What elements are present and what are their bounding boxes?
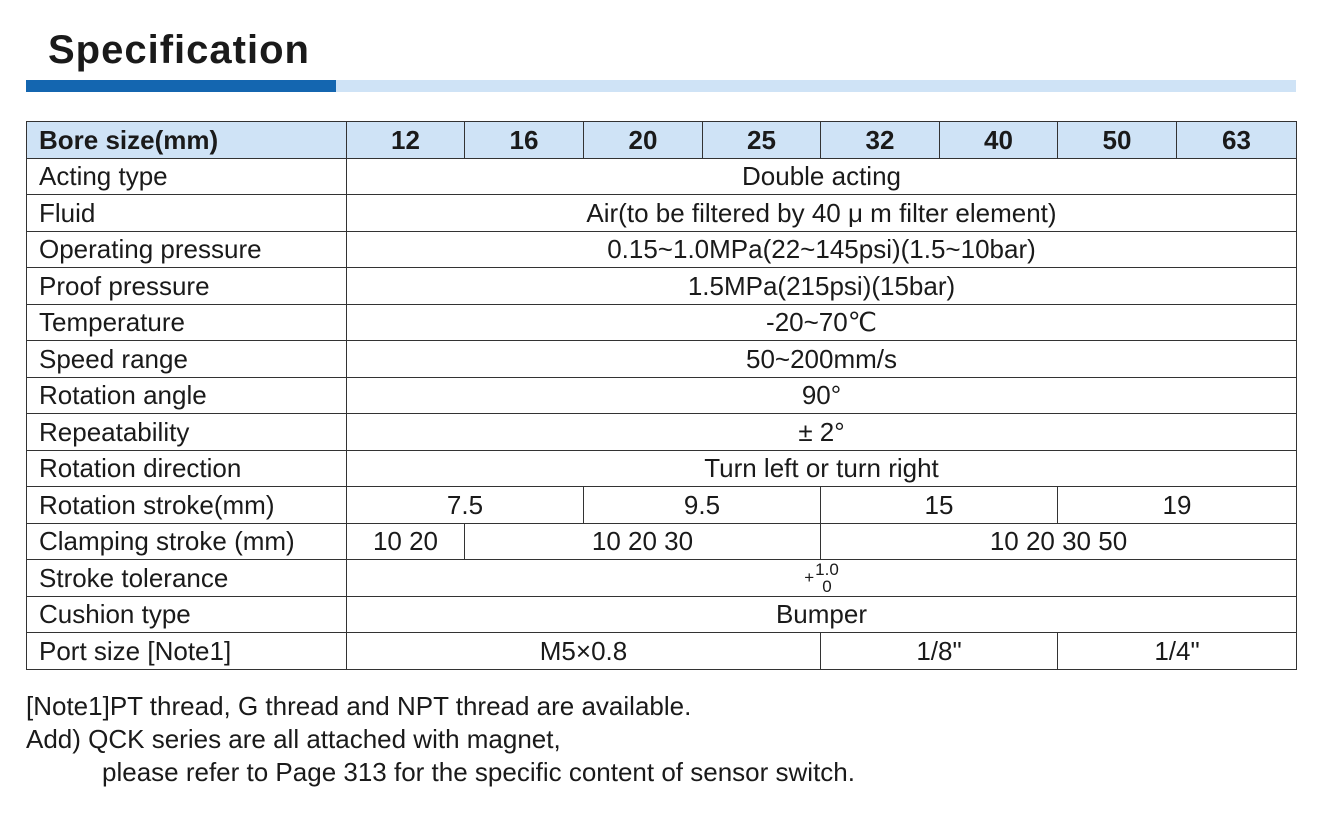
bore-20: 20 [584, 122, 703, 159]
row-label: Operating pressure [27, 231, 347, 268]
rotation-stroke-12-16: 7.5 [347, 487, 584, 524]
row-value: Bumper [347, 596, 1297, 633]
bore-size-label: Bore size(mm) [27, 122, 347, 159]
row-label: Rotation stroke(mm) [27, 487, 347, 524]
title-underline [26, 80, 1296, 92]
row-label: Proof pressure [27, 268, 347, 305]
row-label: Speed range [27, 341, 347, 378]
header-row [27, 122, 1297, 159]
row-proof-pressure [27, 268, 1297, 305]
bore-25: 25 [703, 122, 821, 159]
row-label: Temperature [27, 304, 347, 341]
bore-50: 50 [1058, 122, 1177, 159]
row-label: Fluid [27, 195, 347, 232]
clamping-stroke-12: 10 20 [347, 523, 465, 560]
row-rotation-angle [27, 377, 1297, 414]
row-value: ± 2° [347, 414, 1297, 451]
rotation-stroke-20-25: 9.5 [584, 487, 821, 524]
row-value: Double acting [347, 158, 1297, 195]
row-value: 1.5MPa(215psi)(15bar) [347, 268, 1297, 305]
tolerance-notation [804, 561, 839, 595]
port-size-12-25: M5×0.8 [347, 633, 821, 670]
title-underline-accent [26, 80, 336, 92]
row-speed-range [27, 341, 1297, 378]
row-label: Rotation angle [27, 377, 347, 414]
row-label: Acting type [27, 158, 347, 195]
rotation-stroke-32-40: 15 [821, 487, 1058, 524]
bore-40: 40 [940, 122, 1058, 159]
note-sensor-switch: please refer to Page 313 for the specific content of sensor switch. [102, 757, 855, 787]
row-label: Cushion type [27, 596, 347, 633]
row-port-size [27, 633, 1297, 670]
row-fluid [27, 195, 1297, 232]
row-value: 0.15~1.0MPa(22~145psi)(1.5~10bar) [347, 231, 1297, 268]
row-label: Rotation direction [27, 450, 347, 487]
tolerance-stack [815, 561, 839, 595]
row-acting-type [27, 158, 1297, 195]
row-operating-pressure [27, 231, 1297, 268]
tolerance-lower: 0 [822, 576, 832, 596]
title-underline-track [336, 80, 1296, 92]
row-value: 90° [347, 377, 1297, 414]
row-clamping-stroke [27, 523, 1297, 560]
row-value: Air(to be filtered by 40 μ m filter element) [347, 195, 1297, 232]
row-stroke-tolerance [27, 560, 1297, 597]
clamping-stroke-32-63: 10 20 30 50 [821, 523, 1297, 560]
notes [26, 690, 855, 789]
specification-table [26, 121, 1297, 670]
row-repeatability [27, 414, 1297, 451]
row-label: Repeatability [27, 414, 347, 451]
bore-32: 32 [821, 122, 940, 159]
clamping-stroke-16-25: 10 20 30 [465, 523, 821, 560]
row-temperature [27, 304, 1297, 341]
row-label: Port size [Note1] [27, 633, 347, 670]
row-rotation-direction [27, 450, 1297, 487]
tolerance-plus: + [804, 568, 815, 588]
row-label: Stroke tolerance [27, 560, 347, 597]
row-rotation-stroke [27, 487, 1297, 524]
row-cushion-type [27, 596, 1297, 633]
port-size-50-63: 1/4" [1058, 633, 1297, 670]
rotation-stroke-50-63: 19 [1058, 487, 1297, 524]
page-title: Specification [48, 28, 310, 72]
row-value: -20~70℃ [347, 304, 1297, 341]
bore-12: 12 [347, 122, 465, 159]
bore-63: 63 [1177, 122, 1297, 159]
note-thread: [Note1]PT thread, G thread and NPT thread are available. [26, 691, 692, 721]
bore-16: 16 [465, 122, 584, 159]
stroke-tolerance-value [347, 560, 1297, 597]
tolerance-upper: 1.0 [815, 559, 839, 579]
row-label: Clamping stroke (mm) [27, 523, 347, 560]
row-value: 50~200mm/s [347, 341, 1297, 378]
note-magnet: Add) QCK series are all attached with magnet, [26, 724, 561, 754]
row-value: Turn left or turn right [347, 450, 1297, 487]
port-size-32-40: 1/8" [821, 633, 1058, 670]
